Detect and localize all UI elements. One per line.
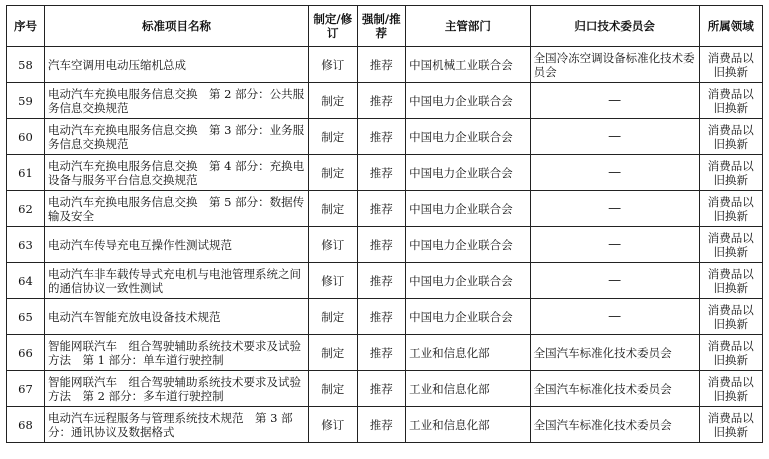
- cell-field: 消费品以旧换新: [699, 227, 762, 263]
- cell-field: 消费品以旧换新: [699, 83, 762, 119]
- cell-name: 电动汽车远程服务与管理系统技术规范 第 3 部分：通讯协议及数据格式: [45, 407, 309, 443]
- cell-tc: —: [530, 155, 699, 191]
- cell-field: 消费品以旧换新: [699, 155, 762, 191]
- cell-name: 电动汽车传导充电互操作性测试规范: [45, 227, 309, 263]
- cell-type: 制定: [308, 191, 357, 227]
- cell-dept: 工业和信息化部: [406, 371, 531, 407]
- standards-table: [6, 5, 763, 443]
- cell-tc: —: [530, 263, 699, 299]
- table-body: [7, 47, 763, 443]
- cell-tc: 全国汽车标准化技术委员会: [530, 371, 699, 407]
- table-row: [7, 335, 763, 371]
- cell-no: 61: [7, 155, 45, 191]
- cell-field: 消费品以旧换新: [699, 335, 762, 371]
- cell-tc: —: [530, 191, 699, 227]
- cell-field: 消费品以旧换新: [699, 263, 762, 299]
- table-row: [7, 407, 763, 443]
- cell-force: 推荐: [357, 263, 406, 299]
- cell-tc: 全国汽车标准化技术委员会: [530, 407, 699, 443]
- cell-name: 电动汽车充换电服务信息交换 第 2 部分：公共服务信息交换规范: [45, 83, 309, 119]
- cell-dept: 中国电力企业联合会: [406, 83, 531, 119]
- cell-dept: 中国机械工业联合会: [406, 47, 531, 83]
- cell-type: 修订: [308, 263, 357, 299]
- cell-no: 60: [7, 119, 45, 155]
- cell-type: 制定: [308, 155, 357, 191]
- cell-force: 推荐: [357, 119, 406, 155]
- cell-type: 制定: [308, 299, 357, 335]
- standards-table-container: [6, 5, 763, 443]
- cell-field: 消费品以旧换新: [699, 407, 762, 443]
- cell-tc: 全国汽车标准化技术委员会: [530, 335, 699, 371]
- header-no: 序号: [7, 6, 45, 47]
- cell-name: 电动汽车充换电服务信息交换 第 3 部分：业务服务信息交换规范: [45, 119, 309, 155]
- cell-name: 汽车空调用电动压缩机总成: [45, 47, 309, 83]
- cell-tc: —: [530, 119, 699, 155]
- cell-field: 消费品以旧换新: [699, 191, 762, 227]
- table-row: [7, 119, 763, 155]
- cell-type: 修订: [308, 47, 357, 83]
- cell-type: 修订: [308, 407, 357, 443]
- cell-field: 消费品以旧换新: [699, 119, 762, 155]
- header-name: 标准项目名称: [45, 6, 309, 47]
- cell-dept: 工业和信息化部: [406, 335, 531, 371]
- cell-name: 电动汽车充换电服务信息交换 第 5 部分：数据传输及安全: [45, 191, 309, 227]
- table-row: [7, 371, 763, 407]
- table-row: [7, 227, 763, 263]
- cell-type: 修订: [308, 227, 357, 263]
- header-dept: 主管部门: [406, 6, 531, 47]
- cell-no: 62: [7, 191, 45, 227]
- table-header-row: [7, 6, 763, 47]
- cell-name: 电动汽车非车载传导式充电机与电池管理系统之间的通信协议一致性测试: [45, 263, 309, 299]
- cell-name: 电动汽车充换电服务信息交换 第 4 部分：充换电设备与服务平台信息交换规范: [45, 155, 309, 191]
- cell-tc: —: [530, 227, 699, 263]
- cell-name: 智能网联汽车 组合驾驶辅助系统技术要求及试验方法 第 2 部分：多车道行驶控制: [45, 371, 309, 407]
- cell-field: 消费品以旧换新: [699, 47, 762, 83]
- cell-force: 推荐: [357, 155, 406, 191]
- cell-force: 推荐: [357, 335, 406, 371]
- cell-force: 推荐: [357, 83, 406, 119]
- cell-dept: 中国电力企业联合会: [406, 191, 531, 227]
- cell-type: 制定: [308, 335, 357, 371]
- cell-force: 推荐: [357, 371, 406, 407]
- cell-no: 67: [7, 371, 45, 407]
- cell-dept: 工业和信息化部: [406, 407, 531, 443]
- cell-force: 推荐: [357, 47, 406, 83]
- table-row: [7, 191, 763, 227]
- table-row: [7, 83, 763, 119]
- header-force: 强制/推荐: [357, 6, 406, 47]
- table-row: [7, 263, 763, 299]
- cell-force: 推荐: [357, 407, 406, 443]
- cell-dept: 中国电力企业联合会: [406, 263, 531, 299]
- cell-type: 制定: [308, 83, 357, 119]
- cell-tc: 全国冷冻空调设备标准化技术委员会: [530, 47, 699, 83]
- cell-force: 推荐: [357, 191, 406, 227]
- cell-no: 63: [7, 227, 45, 263]
- cell-field: 消费品以旧换新: [699, 371, 762, 407]
- cell-tc: —: [530, 299, 699, 335]
- cell-no: 64: [7, 263, 45, 299]
- cell-no: 59: [7, 83, 45, 119]
- table-row: [7, 299, 763, 335]
- header-tc: 归口技术委员会: [530, 6, 699, 47]
- cell-type: 制定: [308, 119, 357, 155]
- cell-no: 65: [7, 299, 45, 335]
- table-row: [7, 47, 763, 83]
- header-field: 所属领域: [699, 6, 762, 47]
- cell-dept: 中国电力企业联合会: [406, 227, 531, 263]
- cell-name: 电动汽车智能充放电设备技术规范: [45, 299, 309, 335]
- table-row: [7, 155, 763, 191]
- cell-force: 推荐: [357, 299, 406, 335]
- header-type: 制定/修订: [308, 6, 357, 47]
- cell-tc: —: [530, 83, 699, 119]
- cell-type: 制定: [308, 371, 357, 407]
- cell-field: 消费品以旧换新: [699, 299, 762, 335]
- cell-force: 推荐: [357, 227, 406, 263]
- cell-no: 68: [7, 407, 45, 443]
- cell-dept: 中国电力企业联合会: [406, 299, 531, 335]
- cell-dept: 中国电力企业联合会: [406, 119, 531, 155]
- cell-name: 智能网联汽车 组合驾驶辅助系统技术要求及试验方法 第 1 部分：单车道行驶控制: [45, 335, 309, 371]
- cell-no: 58: [7, 47, 45, 83]
- cell-dept: 中国电力企业联合会: [406, 155, 531, 191]
- cell-no: 66: [7, 335, 45, 371]
